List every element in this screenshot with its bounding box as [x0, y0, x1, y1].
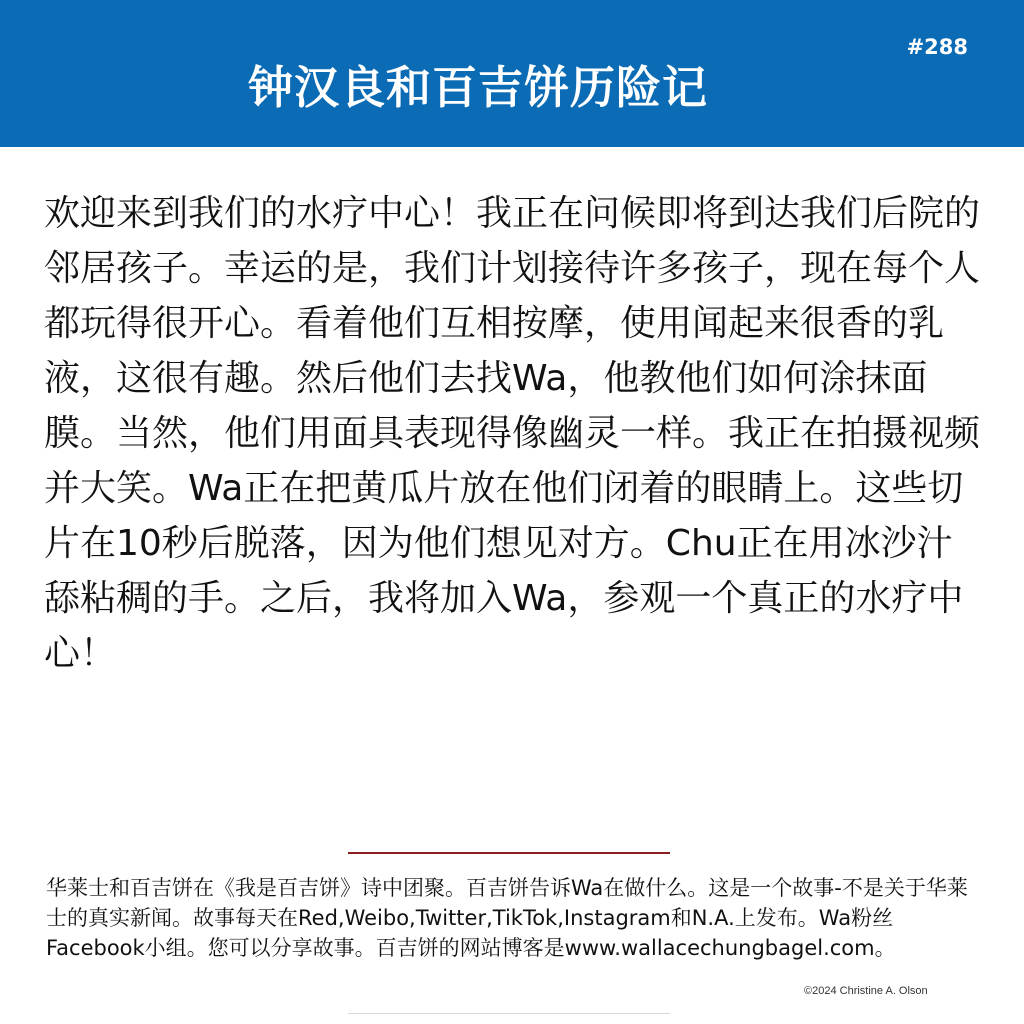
page-title: 钟汉良和百吉饼历险记: [247, 61, 708, 114]
footer-note: 华莱士和百吉饼在《我是百吉饼》诗中团聚。百吉饼告诉Wa在做什么。这是一个故事-不是关于华莱士的真实新闻。故事每天在Red,Weibo,Twitter,TikTok,Instagram和N.A.上发布。Wa粉丝Facebook小组。您可以分享故事。百吉饼的网站博客是www.wallacechungbagel.com。: [46, 876, 968, 960]
copyright-text: ©2024 Christine A. Olson: [804, 985, 928, 997]
title-banner: [0, 0, 1024, 147]
footer-divider: [348, 852, 670, 854]
bottom-divider: [348, 1013, 670, 1014]
episode-number: #288: [906, 35, 968, 59]
story-text: 欢迎来到我们的水疗中心！我正在问候即将到达我们后院的邻居孩子。幸运的是，我们计划接待许多孩子，现在每个人都玩得很开心。看着他们互相按摩，使用闻起来很香的乳液，这很有趣。然后他们去找Wa，他教他们如何涂抹面膜。当然，他们用面具表现得像幽灵一样。我正在拍摄视频并大笑。Wa正在把黄瓜片放在他们闭着的眼睛上。这些切片在10秒后脱落，因为他们想见对方。Chu正在用冰沙汁舔粘稠的手。之后，我将加入Wa，参观一个真正的水疗中心！: [44, 193, 981, 674]
